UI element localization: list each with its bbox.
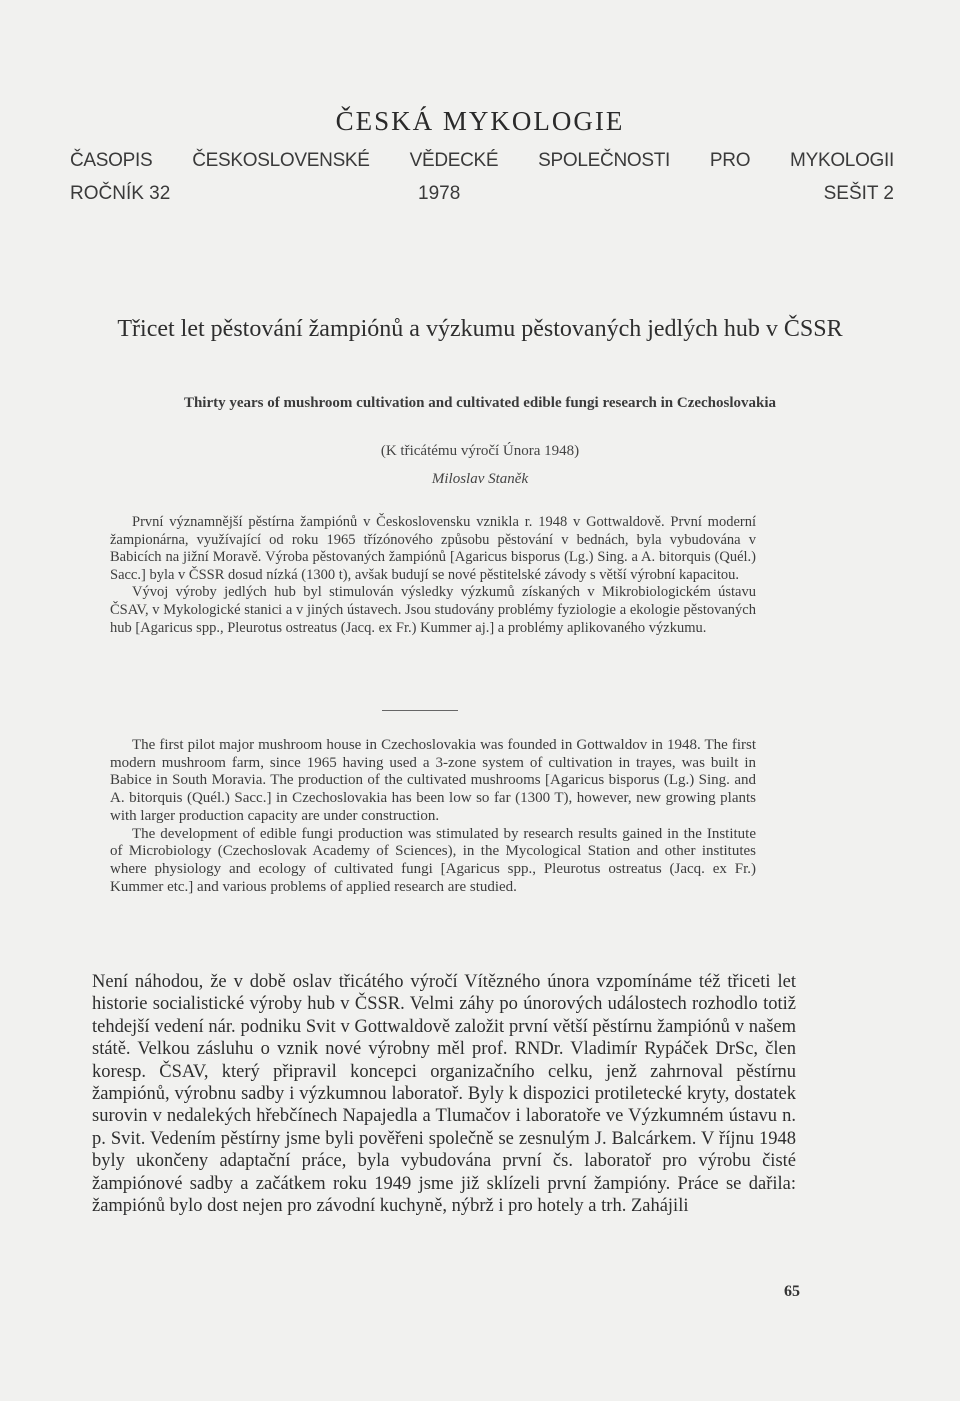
article-title: Třicet let pěstování žampiónů a výzkumu pěstovaných jedlých hub v ČSSR xyxy=(117,316,843,342)
issue-label: SEŠIT 2 xyxy=(823,183,894,204)
journal-subtitle: ČASOPIS ČESKOSLOVENSKÉ VĚDECKÉ SPOLEČNOSTI PRO MYKOLOGII xyxy=(70,150,894,171)
abstract-czech xyxy=(110,514,756,637)
body-paragraph: Není náhodou, že v době oslav třicátého výročí Vítězného února vzpomínáme též třiceti let historie socialistické výroby hub v ČSSR. Velmi záhy po únorových událostech rozhodlo totiž tehdejší vedení nár. podniku Svit v Gottwaldově založit první větší pěstírnu žampiónů v našem státě. Velkou zásluhu o vznik nové výrobny měl prof. RNDr. Vladimír Rypáček DrSc, člen koresp. ČSAV, který připravil koncepci organizačního celku, jenž zahrnoval pěstírnu žampiónů, výrobnu sadby i výzkumnou laboratoř. Byly k dispozici protiletecké kryty, dostatek surovin v nedalekých hřebčínech Napajedla a Tlumačov i laboratoře ve Výzkumném ústavu n. p. Svit. Vedením pěstírny jsme byli pověřeni společně se zesnulým J. Balcárkem. V říjnu 1948 byly ukončeny adaptační práce, byla vybudována první čs. laboratoř pro výrobu čisté žampiónové sadby a začátkem roku 1949 jsme již sklízeli první žampióny. Práce se dařila: žampiónů bylo dost nejen pro závodní kuchyně, nýbrž i pro hotely a trh. Zahájili xyxy=(92,972,796,1217)
page-number: 65 xyxy=(784,1283,800,1300)
journal-title: ČESKÁ MYKOLOGIE xyxy=(335,106,625,136)
abstract-divider xyxy=(382,710,458,711)
article-title-english: Thirty years of mushroom cultivation and cultivated edible fungi research in Czechoslovakia xyxy=(183,395,777,411)
volume-label: ROČNÍK 32 xyxy=(70,183,171,204)
abstract-paragraph: The development of edible fungi production was stimulated by research results gained in the Institute of Microbiology (Czechoslovak Academy of Sciences), in the Mycological Station and other institutes where physiology and ecology of cultivated fungi [Agaricus spp., Pleurotus ostreatus (Jacq. ex Fr.) Kummer etc.] and various problems of applied research are studied. xyxy=(110,825,756,895)
abstract-paragraph: The first pilot major mushroom house in Czechoslovakia was founded in Gottwaldov in 1948. The first modern mushroom farm, since 1965 having used a 3-zone system of cultivation in trayes, was built in Babice in South Moravia. The production of the cultivated mushrooms [Agaricus bisporus (Lg.) Sing. and A. bitorquis (Quél.) Sacc.] in Czechoslovakia has been low so far (1300 T), however, new growing plants with larger production capacity are under construction. xyxy=(110,737,756,824)
abstract-paragraph: Vývoj výroby jedlých hub byl stimulován výsledky výzkumů získaných v Mikrobiologickém ústavu ČSAV, v Mykologické stanici a v jiných ústavech. Jsou studovány problémy fyziologie a ekologie pěstovaných hub [Agaricus spp., Pleurotus ostreatus (Jacq. ex Fr.) Kummer aj.] a problémy aplikovaného výzkumu. xyxy=(110,584,756,636)
year-label: 1978 xyxy=(418,183,461,204)
abstract-paragraph: První významnější pěstírna žampiónů v Československu vznikla r. 1948 v Gottwaldově. První moderní žampionárna, využívající od roku 1965 třízónového způsobu pěstování v bednách, byla vybudována v Babicích na jižní Moravě. Výroba pěstovaných žampiónů [Agaricus bisporus (Lg.) Sing. a A. bitorquis (Quél.) Sacc.] byla v ČSSR dosud nízká (1300 t), avšak budují se nové pěstitelské závody s větší výrobní kapacitou. xyxy=(110,514,756,583)
dedication: (K třicátému výročí Února 1948) xyxy=(380,443,580,459)
author-name: Miloslav Staněk xyxy=(431,471,529,487)
abstract-english xyxy=(110,737,756,896)
